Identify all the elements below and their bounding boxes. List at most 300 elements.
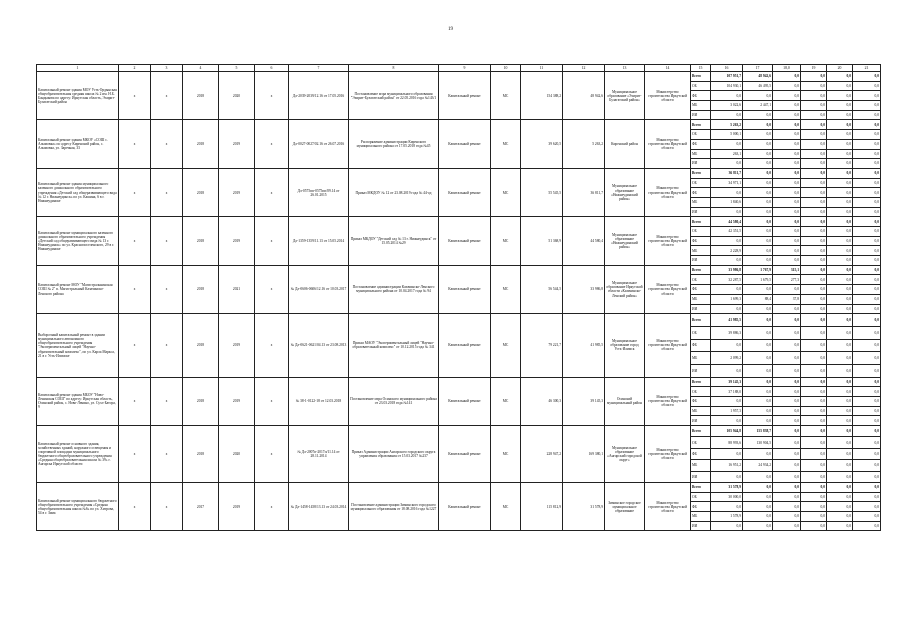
project-row bbox=[37, 377, 881, 387]
funding-source: ОБ bbox=[691, 81, 711, 91]
project-row bbox=[37, 483, 881, 493]
funding-source: Всего bbox=[691, 168, 711, 178]
project-cell-c14: Министерство строительства Иркутской области bbox=[645, 314, 691, 377]
funding-value: 0,0 bbox=[773, 416, 801, 426]
project-cell-c7: № Дл-2007п-2017п/11.14 от 28.11.2014 bbox=[289, 426, 349, 483]
project-cell-c13: Зиминское городское муниципальное образование bbox=[605, 483, 645, 531]
funding-value: 0,0 bbox=[711, 304, 743, 314]
project-cell-c5: 2019 bbox=[219, 168, 255, 216]
funding-value: 88 993,6 bbox=[711, 437, 743, 448]
funding-value: 0,0 bbox=[743, 217, 773, 227]
funding-value: 0,0 bbox=[711, 159, 743, 169]
project-cell-c5: 2019 bbox=[219, 377, 255, 425]
funding-value: 0,0 bbox=[801, 314, 827, 327]
project-cell-c4: 2018 bbox=[183, 426, 219, 483]
column-header: 6 bbox=[255, 65, 289, 72]
project-cell-c14: Министерство строительства Иркутской области bbox=[645, 168, 691, 216]
funding-value: 0,0 bbox=[827, 426, 853, 437]
funding-value: 0,0 bbox=[743, 339, 773, 352]
project-cell-c6: х bbox=[255, 72, 289, 120]
project-cell-c12: 5 263,2 bbox=[563, 120, 605, 168]
funding-value: 0,0 bbox=[853, 492, 881, 502]
funding-value: 0,0 bbox=[853, 406, 881, 416]
funding-value: 0,0 bbox=[773, 120, 801, 130]
funding-value: 0,0 bbox=[853, 159, 881, 169]
funding-source: ОБ bbox=[691, 492, 711, 502]
funding-value: 0,0 bbox=[827, 246, 853, 256]
funding-value: 1 767,9 bbox=[743, 265, 773, 275]
funding-value: 0,0 bbox=[773, 502, 801, 512]
funding-value: 0,0 bbox=[827, 521, 853, 531]
funding-value: 0,0 bbox=[853, 502, 881, 512]
funding-source: ФБ bbox=[691, 188, 711, 198]
column-header: 13 bbox=[605, 65, 645, 72]
project-cell-c11: 228 947,2 bbox=[521, 426, 563, 483]
project-cell-c13: Муниципальное образование «Эхирит-Булагатский район» bbox=[605, 72, 645, 120]
funding-value: 0,0 bbox=[801, 521, 827, 531]
project-cell-c8: Постановление администрации Казачинско-Ленского муниципального района от 10.04.2017 года № 94 bbox=[349, 265, 439, 313]
project-name: Капитальный ремонт здания МОУ Усть-Ордынская общеобразовательная средняя школа № 2 им. Н.Б. Бандыкова по адресу: Иркутская область, Эхирит-Булагатский район bbox=[37, 72, 119, 120]
project-cell-c12: 31 578,9 bbox=[563, 483, 605, 531]
project-cell-c4: 2018 bbox=[183, 120, 219, 168]
funding-source: ИИ bbox=[691, 471, 711, 482]
funding-value: 0,0 bbox=[827, 130, 853, 140]
project-cell-c2: х bbox=[119, 265, 151, 313]
project-cell-c13: Муниципальное образование «Нижнеудинский район» bbox=[605, 217, 645, 265]
funding-value: 0,0 bbox=[711, 397, 743, 407]
funding-value: 2 099,2 bbox=[711, 352, 743, 365]
funding-source: Всего bbox=[691, 483, 711, 493]
funding-value: 0,0 bbox=[743, 227, 773, 237]
funding-value: 0,0 bbox=[743, 352, 773, 365]
funding-value: 0,0 bbox=[853, 314, 881, 327]
funding-value: 31 578,9 bbox=[711, 483, 743, 493]
project-cell-c14: Министерство строительства Иркутской области bbox=[645, 120, 691, 168]
funding-value: 0,0 bbox=[773, 471, 801, 482]
funding-value: 0,0 bbox=[773, 483, 801, 493]
funding-source: Всего bbox=[691, 265, 711, 275]
project-cell-c3: х bbox=[151, 217, 183, 265]
funding-value: 39 886,3 bbox=[711, 326, 743, 339]
funding-value: 1 957,3 bbox=[711, 406, 743, 416]
funding-value: 0,0 bbox=[773, 81, 801, 91]
funding-value: 0,0 bbox=[853, 110, 881, 120]
funding-source: ИИ bbox=[691, 304, 711, 314]
funding-value: 0,0 bbox=[801, 387, 827, 397]
funding-value: 0,0 bbox=[853, 426, 881, 437]
funding-value: 0,0 bbox=[711, 188, 743, 198]
column-header: 5 bbox=[219, 65, 255, 72]
funding-value: 0,0 bbox=[827, 159, 853, 169]
funding-value: 0,0 bbox=[711, 502, 743, 512]
funding-value: 0,0 bbox=[711, 91, 743, 101]
funding-value: 5 263,2 bbox=[711, 120, 743, 130]
funding-value: 0,0 bbox=[711, 471, 743, 482]
funding-value: 0,0 bbox=[773, 512, 801, 522]
funding-source: ОБ bbox=[691, 387, 711, 397]
project-cell-c7: № Дл-0606-0606/12.16 от 10.03.2017 bbox=[289, 265, 349, 313]
funding-value: 0,0 bbox=[827, 326, 853, 339]
column-header: 18,0 bbox=[773, 65, 801, 72]
funding-value: 33 986,8 bbox=[711, 265, 743, 275]
funding-value: 34 971,1 bbox=[711, 178, 743, 188]
funding-value: 44 580,4 bbox=[711, 217, 743, 227]
funding-value: 0,0 bbox=[773, 139, 801, 149]
project-name: Капитальный ремонт здания муниципального казенного дошкольного образовательного учреждения «Детский сад общеразвивающего вида № 12 г. Нижнеудинск» по ул. Кашина, 6 в г. Нижнеудинске bbox=[37, 168, 119, 216]
funding-value: 0,0 bbox=[743, 197, 773, 207]
funding-value: 0,0 bbox=[773, 246, 801, 256]
funding-value: 0,0 bbox=[773, 110, 801, 120]
funding-source: МБ bbox=[691, 512, 711, 522]
funding-value: 0,0 bbox=[773, 256, 801, 266]
funding-value: 0,0 bbox=[711, 521, 743, 531]
funding-value: 88,4 bbox=[743, 294, 773, 304]
funding-value: 0,0 bbox=[827, 512, 853, 522]
project-cell-c2: х bbox=[119, 217, 151, 265]
funding-value: 105 944,8 bbox=[711, 426, 743, 437]
column-header: 2 bbox=[119, 65, 151, 72]
funding-value: 0,0 bbox=[743, 521, 773, 531]
funding-value: 0,0 bbox=[773, 188, 801, 198]
funding-value: 0,0 bbox=[801, 377, 827, 387]
project-cell-c3: х bbox=[151, 120, 183, 168]
project-cell-c12: 44 580,4 bbox=[563, 217, 605, 265]
funding-value: 277,3 bbox=[773, 275, 801, 285]
funding-value: 0,0 bbox=[773, 397, 801, 407]
funding-value: 0,0 bbox=[853, 139, 881, 149]
project-cell-c4: 2017 bbox=[183, 483, 219, 531]
funding-value: 0,0 bbox=[743, 364, 773, 377]
funding-value: 0,0 bbox=[743, 159, 773, 169]
funding-value: 0,0 bbox=[773, 314, 801, 327]
funding-value: 0,0 bbox=[801, 304, 827, 314]
funding-value: 0,0 bbox=[827, 275, 853, 285]
funding-value: 37,8 bbox=[773, 294, 801, 304]
project-name: Капитальный ремонт МОУ "Магистральнинская СОШ № 2" п. Магистральный Казачинско-Ленского района bbox=[37, 265, 119, 313]
funding-source: МБ bbox=[691, 246, 711, 256]
funding-value: 0,0 bbox=[827, 492, 853, 502]
funding-value: 0,0 bbox=[773, 406, 801, 416]
project-cell-c13: Муниципальное образование город Усть-Илимск bbox=[605, 314, 645, 377]
funding-value: 0,0 bbox=[773, 326, 801, 339]
funding-value: 0,0 bbox=[743, 448, 773, 459]
funding-value: 104 930,1 bbox=[711, 81, 743, 91]
project-cell-c6: х bbox=[255, 426, 289, 483]
funding-value: 130 904,5 bbox=[743, 437, 773, 448]
funding-value: 0,0 bbox=[773, 377, 801, 387]
project-cell-c2: х bbox=[119, 483, 151, 531]
funding-value: 0,0 bbox=[853, 285, 881, 295]
funding-value: 0,0 bbox=[801, 188, 827, 198]
funding-value: 0,0 bbox=[773, 352, 801, 365]
funding-value: 0,0 bbox=[801, 437, 827, 448]
column-header: 9 bbox=[439, 65, 491, 72]
project-name: Капитальный ремонт муниципального бюджетного общеобразовательного учреждения «Средняя общеобразовательная школа №6» по ул. Хитрова, 54 в г. Зима bbox=[37, 483, 119, 531]
project-cell-c11: 39 620,5 bbox=[521, 120, 563, 168]
funding-value: 0,0 bbox=[801, 512, 827, 522]
funding-source: ФБ bbox=[691, 236, 711, 246]
funding-value: 0,0 bbox=[801, 352, 827, 365]
project-row bbox=[37, 314, 881, 327]
project-cell-c3: х bbox=[151, 72, 183, 120]
project-cell-c9: Капитальный ремонт bbox=[439, 265, 491, 313]
funding-value: 0,0 bbox=[743, 120, 773, 130]
funding-value: 2 447,1 bbox=[743, 101, 773, 111]
column-header: 14 bbox=[645, 65, 691, 72]
project-cell-c4: 2018 bbox=[183, 217, 219, 265]
funding-value: 0,0 bbox=[853, 207, 881, 217]
project-cell-c2: х bbox=[119, 120, 151, 168]
project-cell-c4: 2018 bbox=[183, 377, 219, 425]
project-row bbox=[37, 120, 881, 130]
funding-value: 0,0 bbox=[801, 120, 827, 130]
funding-value: 0,0 bbox=[743, 110, 773, 120]
funding-value: 0,0 bbox=[827, 91, 853, 101]
funding-value: 0,0 bbox=[773, 207, 801, 217]
funding-value: 0,0 bbox=[853, 294, 881, 304]
funding-value: 0,0 bbox=[801, 294, 827, 304]
column-header: 19 bbox=[801, 65, 827, 72]
funding-value: 0,0 bbox=[743, 285, 773, 295]
project-cell-c7: № Дл-1458-1458/13.13 от 24.03.2014 bbox=[289, 483, 349, 531]
funding-value: 0,0 bbox=[743, 91, 773, 101]
project-name: Капитальный ремонт основного здания, хозяйственных зданий, наружного освещения и спортивной площадки муниципального бюджетного общеобразовательного учреждения «Средняя общеобразовательная школа № 39» г. Ангарска Иркутской области bbox=[37, 426, 119, 483]
funding-value: 0,0 bbox=[853, 483, 881, 493]
funding-value: 0,0 bbox=[801, 91, 827, 101]
funding-source: ОБ bbox=[691, 178, 711, 188]
funding-value: 107 951,7 bbox=[711, 72, 743, 82]
funding-value: 0,0 bbox=[827, 217, 853, 227]
funding-value: 0,0 bbox=[827, 397, 853, 407]
funding-value: 0,0 bbox=[801, 285, 827, 295]
funding-value: 0,0 bbox=[743, 314, 773, 327]
funding-source: ФБ bbox=[691, 397, 711, 407]
funding-value: 0,0 bbox=[853, 246, 881, 256]
column-header: 12 bbox=[563, 65, 605, 72]
funding-value: 0,0 bbox=[773, 236, 801, 246]
project-cell-c4: 2018 bbox=[183, 314, 219, 377]
project-cell-c14: Министерство строительства Иркутской области bbox=[645, 265, 691, 313]
funding-value: 0,0 bbox=[743, 416, 773, 426]
funding-value: 0,0 bbox=[827, 314, 853, 327]
funding-value: 0,0 bbox=[801, 339, 827, 352]
funding-value: 0,0 bbox=[773, 130, 801, 140]
funding-value: 0,0 bbox=[853, 265, 881, 275]
funding-value: 0,0 bbox=[801, 502, 827, 512]
project-cell-c6: х bbox=[255, 483, 289, 531]
project-cell-c7: № Дл-0621-0621/04.13 от 23.08.2013 bbox=[289, 314, 349, 377]
funding-value: 46 495,5 bbox=[743, 81, 773, 91]
funding-value: 0,0 bbox=[743, 168, 773, 178]
project-cell-c2: х bbox=[119, 377, 151, 425]
project-cell-c6: х bbox=[255, 168, 289, 216]
funding-value: 0,0 bbox=[801, 265, 827, 275]
project-cell-c7: № 38-1-0122-18 от 12.03.2018 bbox=[289, 377, 349, 425]
project-cell-c10: МС bbox=[491, 377, 521, 425]
project-cell-c9: Капитальный ремонт bbox=[439, 72, 491, 120]
project-cell-c13: Муниципальное образование Иркутской области «Казачинско-Ленский район» bbox=[605, 265, 645, 313]
funding-source: ФБ bbox=[691, 285, 711, 295]
funding-source: ФБ bbox=[691, 91, 711, 101]
project-cell-c11: 154 388,2 bbox=[521, 72, 563, 120]
funding-value: 48 942,6 bbox=[743, 72, 773, 82]
column-header: 21 bbox=[853, 65, 881, 72]
funding-value: 0,0 bbox=[773, 492, 801, 502]
funding-value: 0,0 bbox=[801, 81, 827, 91]
project-cell-c6: х bbox=[255, 377, 289, 425]
project-cell-c5: 2019 bbox=[219, 217, 255, 265]
funding-value: 0,0 bbox=[827, 110, 853, 120]
funding-value: 0,0 bbox=[853, 437, 881, 448]
project-cell-c3: х bbox=[151, 483, 183, 531]
project-cell-c9: Капитальный ремонт bbox=[439, 426, 491, 483]
funding-value: 36 811,7 bbox=[711, 168, 743, 178]
project-cell-c6: х bbox=[255, 314, 289, 377]
funding-value: 263,1 bbox=[711, 149, 743, 159]
program-table bbox=[36, 64, 881, 531]
funding-value: 0,0 bbox=[743, 139, 773, 149]
funding-value: 0,0 bbox=[827, 285, 853, 295]
project-cell-c9: Капитальный ремонт bbox=[439, 168, 491, 216]
funding-value: 0,0 bbox=[827, 294, 853, 304]
funding-source: МБ bbox=[691, 406, 711, 416]
funding-value: 0,0 bbox=[773, 285, 801, 295]
project-cell-c2: х bbox=[119, 168, 151, 216]
funding-source: Всего bbox=[691, 120, 711, 130]
funding-value: 0,0 bbox=[743, 471, 773, 482]
funding-value: 0,0 bbox=[801, 397, 827, 407]
funding-value: 0,0 bbox=[743, 326, 773, 339]
funding-value: 0,0 bbox=[801, 217, 827, 227]
funding-value: 0,0 bbox=[773, 217, 801, 227]
funding-value: 0,0 bbox=[743, 236, 773, 246]
project-cell-c9: Капитальный ремонт bbox=[439, 314, 491, 377]
funding-value: 0,0 bbox=[773, 101, 801, 111]
funding-value: 0,0 bbox=[773, 426, 801, 437]
funding-value: 41 985,5 bbox=[711, 314, 743, 327]
funding-value: 0,0 bbox=[827, 188, 853, 198]
funding-value: 0,0 bbox=[827, 72, 853, 82]
project-cell-c11: 55 545,5 bbox=[521, 168, 563, 216]
funding-value: 0,0 bbox=[801, 72, 827, 82]
funding-value: 30 000,0 bbox=[711, 492, 743, 502]
funding-source: Всего bbox=[691, 72, 711, 82]
funding-value: 1 578,9 bbox=[711, 512, 743, 522]
funding-value: 0,0 bbox=[801, 416, 827, 426]
project-cell-c2: х bbox=[119, 72, 151, 120]
project-cell-c10: МС bbox=[491, 265, 521, 313]
funding-value: 0,0 bbox=[711, 339, 743, 352]
project-cell-c14: Министерство строительства Иркутской области bbox=[645, 72, 691, 120]
funding-value: 0,0 bbox=[743, 397, 773, 407]
funding-value: 0,0 bbox=[773, 387, 801, 397]
project-name: Капитальный ремонт здания МКОУ «СОШ с. Алымовка» по адресу Киренский район, с. Алымовка, ул. Заречная, 33 bbox=[37, 120, 119, 168]
project-cell-c9: Капитальный ремонт bbox=[439, 217, 491, 265]
project-cell-c4: 2018 bbox=[183, 265, 219, 313]
funding-value: 0,0 bbox=[743, 502, 773, 512]
funding-source: ИИ bbox=[691, 256, 711, 266]
funding-value: 0,0 bbox=[801, 101, 827, 111]
project-name: Капитальный ремонт муниципального казенного дошкольного образовательного учреждения «Детский сад общеразвивающего вида № 13 г. Нижнеудинск» по ул. Краснопоселенского, 29 в г. Нижнеудинске bbox=[37, 217, 119, 265]
project-cell-c5: 2021 bbox=[219, 265, 255, 313]
funding-value: 0,0 bbox=[853, 397, 881, 407]
funding-source: МБ bbox=[691, 101, 711, 111]
funding-source: ФБ bbox=[691, 448, 711, 459]
project-cell-c3: х bbox=[151, 314, 183, 377]
funding-value: 0,0 bbox=[853, 120, 881, 130]
project-cell-c13: Муниципальное образование «Нижнеудинский район» bbox=[605, 168, 645, 216]
funding-value: 0,0 bbox=[853, 364, 881, 377]
project-cell-c10: МС bbox=[491, 168, 521, 216]
funding-value: 0,0 bbox=[773, 437, 801, 448]
project-cell-c8: Постановление мэра муниципального образования "Эхирит-Булагатский район" от 22.05.2016 года №143/1 bbox=[349, 72, 439, 120]
project-cell-c12: 39 145,3 bbox=[563, 377, 605, 425]
project-cell-c3: х bbox=[151, 265, 183, 313]
project-cell-c12: 48 942,6 bbox=[563, 72, 605, 120]
project-cell-c5: 2020 bbox=[219, 72, 255, 120]
funding-value: 0,0 bbox=[853, 236, 881, 246]
funding-value: 0,0 bbox=[773, 168, 801, 178]
funding-value: 0,0 bbox=[853, 130, 881, 140]
funding-value: 0,0 bbox=[827, 460, 853, 471]
funding-value: 2 228,9 bbox=[711, 246, 743, 256]
funding-source: МБ bbox=[691, 352, 711, 365]
funding-value: 0,0 bbox=[711, 207, 743, 217]
funding-source: ФБ bbox=[691, 139, 711, 149]
project-cell-c10: МС bbox=[491, 426, 521, 483]
funding-value: 0,0 bbox=[827, 168, 853, 178]
funding-value: 42 351,5 bbox=[711, 227, 743, 237]
project-cell-c6: х bbox=[255, 217, 289, 265]
funding-value: 0,0 bbox=[853, 512, 881, 522]
funding-value: 155 838,7 bbox=[743, 426, 773, 437]
funding-value: 0,0 bbox=[801, 246, 827, 256]
funding-value: 0,0 bbox=[827, 502, 853, 512]
project-cell-c11: 46 300,3 bbox=[521, 377, 563, 425]
project-cell-c14: Министерство строительства Иркутской области bbox=[645, 426, 691, 483]
funding-value: 0,0 bbox=[827, 197, 853, 207]
funding-source: ФБ bbox=[691, 502, 711, 512]
funding-value: 0,0 bbox=[801, 130, 827, 140]
funding-value: 0,0 bbox=[743, 512, 773, 522]
funding-value: 0,0 bbox=[853, 377, 881, 387]
funding-value: 0,0 bbox=[711, 236, 743, 246]
funding-value: 0,0 bbox=[827, 227, 853, 237]
funding-source: ИИ bbox=[691, 207, 711, 217]
project-cell-c12: 33 986,8 bbox=[563, 265, 605, 313]
project-cell-c8: Приказ Администрации Ангарского городского округа управления образования от 15.03.2017 №237 bbox=[349, 426, 439, 483]
funding-value: 0,0 bbox=[743, 246, 773, 256]
project-cell-c7: Дл-0575пп-0575пп/09.14 от 26.01.2015 bbox=[289, 168, 349, 216]
funding-value: 0,0 bbox=[853, 197, 881, 207]
project-cell-c12: 36 811,7 bbox=[563, 168, 605, 216]
project-cell-c5: 2019 bbox=[219, 483, 255, 531]
project-name: Выборочный капитальный ремонт в здании муниципального автономного общеобразовательного учреждения "Экспериментальный лицей "Научно-образовательный комплекс", по ул. Карла Маркса, 21 в г. Усть-Илимске bbox=[37, 314, 119, 377]
funding-value: 0,0 bbox=[801, 139, 827, 149]
project-cell-c11: 79 221,7 bbox=[521, 314, 563, 377]
funding-source: ИИ bbox=[691, 159, 711, 169]
funding-value: 0,0 bbox=[827, 339, 853, 352]
project-cell-c5: 2019 bbox=[219, 314, 255, 377]
project-cell-c3: х bbox=[151, 168, 183, 216]
funding-value: 0,0 bbox=[801, 197, 827, 207]
funding-value: 0,0 bbox=[711, 285, 743, 295]
funding-source: ОБ bbox=[691, 227, 711, 237]
funding-value: 0,0 bbox=[773, 364, 801, 377]
funding-value: 3 022,6 bbox=[711, 101, 743, 111]
funding-value: 0,0 bbox=[801, 406, 827, 416]
project-cell-c11: 51 368,9 bbox=[521, 217, 563, 265]
